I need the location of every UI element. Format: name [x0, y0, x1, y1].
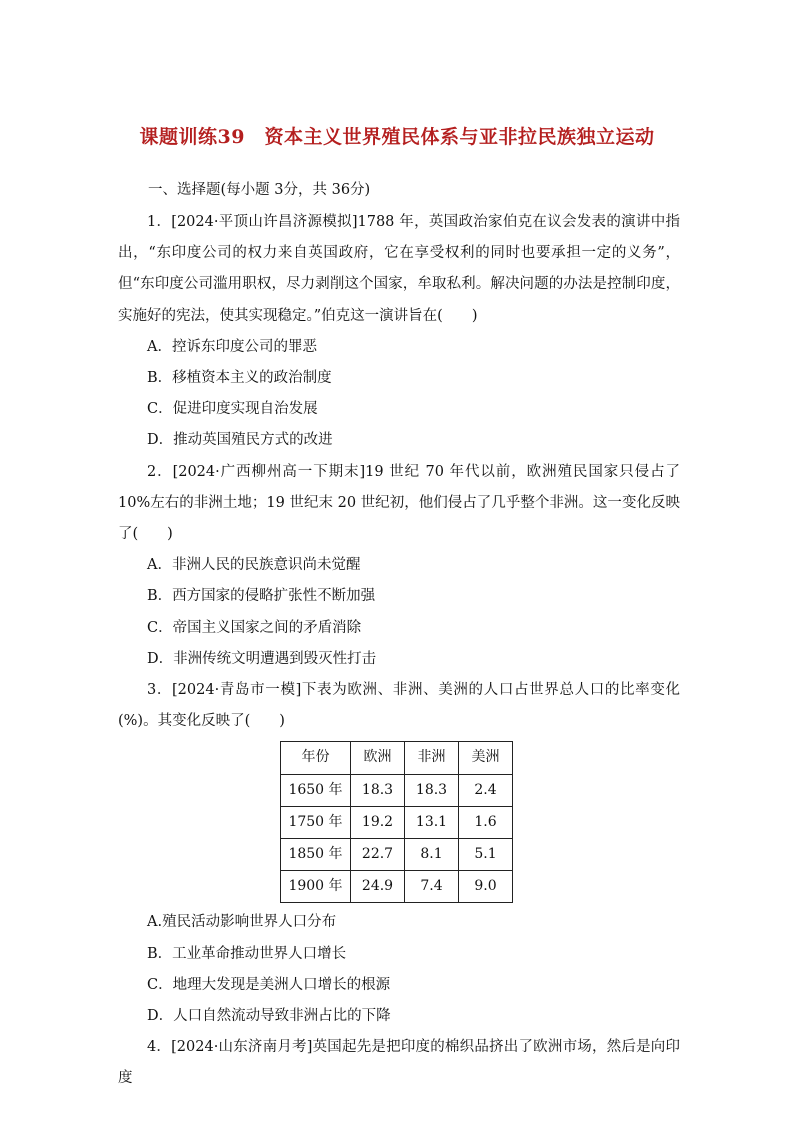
table-cell: 2.4 — [459, 774, 513, 806]
table-cell: 1750 年 — [281, 806, 351, 838]
question-1-stem: 1．[2024·平顶山许昌济源模拟]1788 年，英国政治家伯克在议会发表的演讲中指出，“东印度公司的权力来自英国政府，它在享受权利的同时也要承担一定的义务”，但“东印度公司滥用职权，尽力剥削这个国家，牟取私利。解决问题的办法是控制印度，实施好的宪法，使其实现稳定。”伯克这一演讲旨在( ) — [118, 214, 680, 324]
question-3-option-b[interactable]: B．工业革命推动世界人口增长 — [147, 945, 347, 962]
question-1-option-a[interactable]: A．控诉东印度公司的罪恶 — [147, 338, 317, 355]
table-cell: 1.6 — [459, 806, 513, 838]
population-table — [280, 741, 513, 903]
table-row — [281, 838, 513, 870]
question-4 — [118, 1032, 680, 1094]
question-4-stem: 4．[2024·山东济南月考]英国起先是把印度的棉织品挤出了欧洲市场，然后是向印度 — [118, 1039, 680, 1087]
question-2-option-d[interactable]: D．非洲传统文明遭遇到毁灭性打击 — [147, 650, 377, 667]
table-cell: 1650 年 — [281, 774, 351, 806]
question-2-option-c[interactable]: C．帝国主义国家之间的矛盾消除 — [147, 619, 362, 636]
question-2-stem: 2．[2024·广西柳州高一下期末]19 世纪 70 年代以前，欧洲殖民国家只侵占了 10%左右的非洲土地；19 世纪末 20 世纪初，他们侵占了几乎整个非洲。这一变化反映了( ) — [118, 463, 680, 542]
section-header: 一、选择题(每小题 3分，共 36分) — [148, 182, 371, 198]
table-header-cell: 美洲 — [459, 742, 513, 774]
table-cell: 18.3 — [405, 774, 459, 806]
table-cell: 7.4 — [405, 871, 459, 903]
table-cell: 22.7 — [351, 838, 405, 870]
table-cell: 8.1 — [405, 838, 459, 870]
table-cell: 19.2 — [351, 806, 405, 838]
question-1-option-c[interactable]: C．促进印度实现自治发展 — [147, 401, 318, 418]
table-cell: 5.1 — [459, 838, 513, 870]
question-list — [118, 207, 680, 1095]
table-header-row — [281, 742, 513, 774]
table-cell: 13.1 — [405, 806, 459, 838]
table-cell: 24.9 — [351, 871, 405, 903]
table-row — [281, 806, 513, 838]
question-3-stem: 3．[2024·青岛市一模]下表为欧洲、非洲、美洲的人口占世界总人口的比率变化(%)。其变化反映了( ) — [118, 681, 680, 730]
question-2-option-a[interactable]: A．非洲人民的民族意识尚未觉醒 — [147, 557, 361, 574]
question-3-option-c[interactable]: C．地理大发现是美洲人口增长的根源 — [147, 976, 391, 993]
document-title: 课题训练39 资本主义世界殖民体系与亚非拉民族独立运动 — [139, 126, 655, 148]
table-row — [281, 871, 513, 903]
question-3-option-a[interactable]: A.殖民活动影响世界人口分布 — [147, 914, 337, 931]
table-cell: 1900 年 — [281, 871, 351, 903]
table-cell: 1850 年 — [281, 838, 351, 870]
table-cell: 18.3 — [351, 774, 405, 806]
question-1-option-d[interactable]: D．推动英国殖民方式的改进 — [147, 432, 333, 449]
table-row — [281, 774, 513, 806]
question-2-option-b[interactable]: B．西方国家的侵略扩张性不断加强 — [147, 588, 376, 605]
question-3-option-d[interactable]: D．人口自然流动导致非洲占比的下降 — [147, 1007, 391, 1024]
table-header-cell: 年份 — [281, 742, 351, 774]
table-header-cell: 非洲 — [405, 742, 459, 774]
table-cell: 9.0 — [459, 871, 513, 903]
question-1-option-b[interactable]: B．移植资本主义的政治制度 — [147, 370, 332, 386]
table-header-cell: 欧洲 — [351, 742, 405, 774]
question-3 — [118, 675, 680, 1032]
question-1 — [118, 207, 680, 457]
question-2 — [118, 457, 680, 675]
